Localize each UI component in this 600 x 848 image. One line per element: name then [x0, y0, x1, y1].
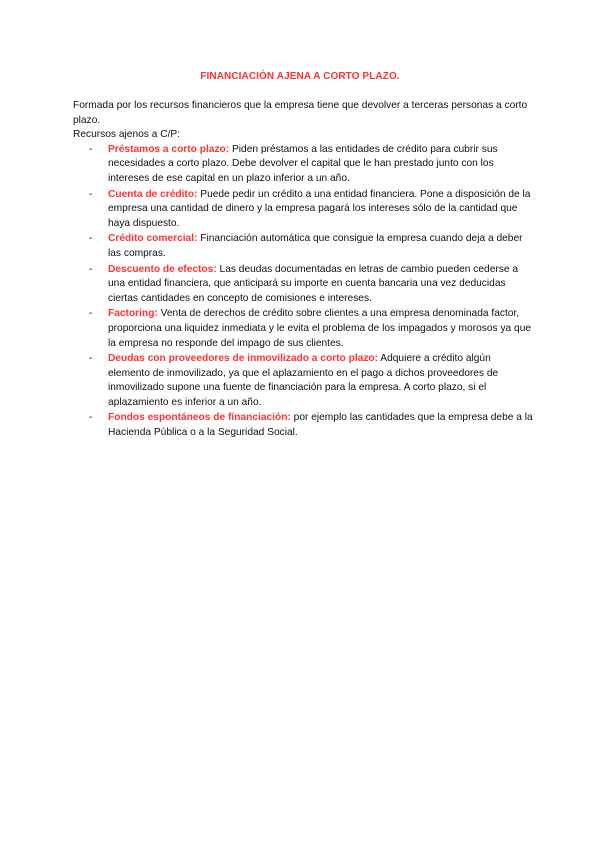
- bullet-dash: -: [89, 412, 93, 424]
- bullet-dash: -: [89, 308, 93, 320]
- item-term: Deudas con proveedores de inmovilizado a corto plazo:: [108, 353, 379, 365]
- list-item: [73, 232, 533, 261]
- item-text: Piden préstamos a las entidades de crédito para cubrir sus necesidades a corto plazo. Debe devolver el capital que le han prestado junto con los intereses de ese capital en un plazo inferior a un año.: [108, 143, 498, 184]
- item-text: Financiación automática que consigue la empresa cuando deja a deber las compras.: [108, 233, 523, 259]
- resources-list: [73, 143, 533, 441]
- item-term: Factoring:: [108, 308, 158, 320]
- item-text: Adquiere a crédito algún elemento de inmovilizado, ya que el aplazamiento en el pago a dichos proveedores de inmovilizado supone una fuente de financiación para la empresa. A corto plazo, si el aplazamiento es inferior a un año.: [108, 353, 499, 408]
- item-term: Préstamos a corto plazo:: [108, 143, 230, 155]
- item-term: Crédito comercial:: [108, 233, 198, 245]
- list-item: [73, 352, 533, 410]
- document-body: [73, 99, 533, 442]
- list-item: [73, 411, 533, 440]
- bullet-dash: -: [89, 188, 93, 200]
- bullet-dash: -: [89, 233, 93, 245]
- item-text: Las deudas documentadas en letras de cambio pueden cederse a una entidad financiera, que anticipará su importe en cuenta bancaria una vez deducidas ciertas cantidades en concepto de comisiones e intereses.: [108, 263, 519, 304]
- bullet-dash: -: [89, 263, 93, 275]
- item-term: Cuenta de crédito:: [108, 188, 198, 200]
- item-term: Descuento de efectos:: [108, 263, 217, 275]
- item-text: Puede pedir un crédito a una entidad financiera. Pone a disposición de la empresa una cantidad de dinero y la empresa pagará los intereses sólo de la cantidad que haya dispuesto.: [108, 188, 531, 229]
- intro-paragraph: Formada por los recursos financieros que la empresa tiene que devolver a terceras personas a corto plazo.: [73, 100, 528, 126]
- item-term: Fondos espontáneos de financiación:: [108, 412, 291, 424]
- list-item: [73, 188, 533, 232]
- bullet-dash: -: [89, 143, 93, 155]
- bullet-dash: -: [89, 353, 93, 365]
- list-item: [73, 307, 533, 351]
- list-item: [73, 263, 533, 307]
- list-item: [73, 143, 533, 187]
- document-title: FINANCIACIÓN AJENA A CORTO PLAZO.: [200, 71, 400, 82]
- item-text: por ejemplo las cantidades que la empresa debe a la Hacienda Pública o a la Seguridad Social.: [108, 412, 533, 439]
- item-text: Venta de derechos de crédito sobre clientes a una empresa denominada factor, proporciona una liquidez inmediata y le evita el problema de los impagados y morosos ya que la empresa no responde del impago de sus clientes.: [108, 308, 532, 349]
- list-lead: Recursos ajenos a C/P:: [73, 129, 181, 141]
